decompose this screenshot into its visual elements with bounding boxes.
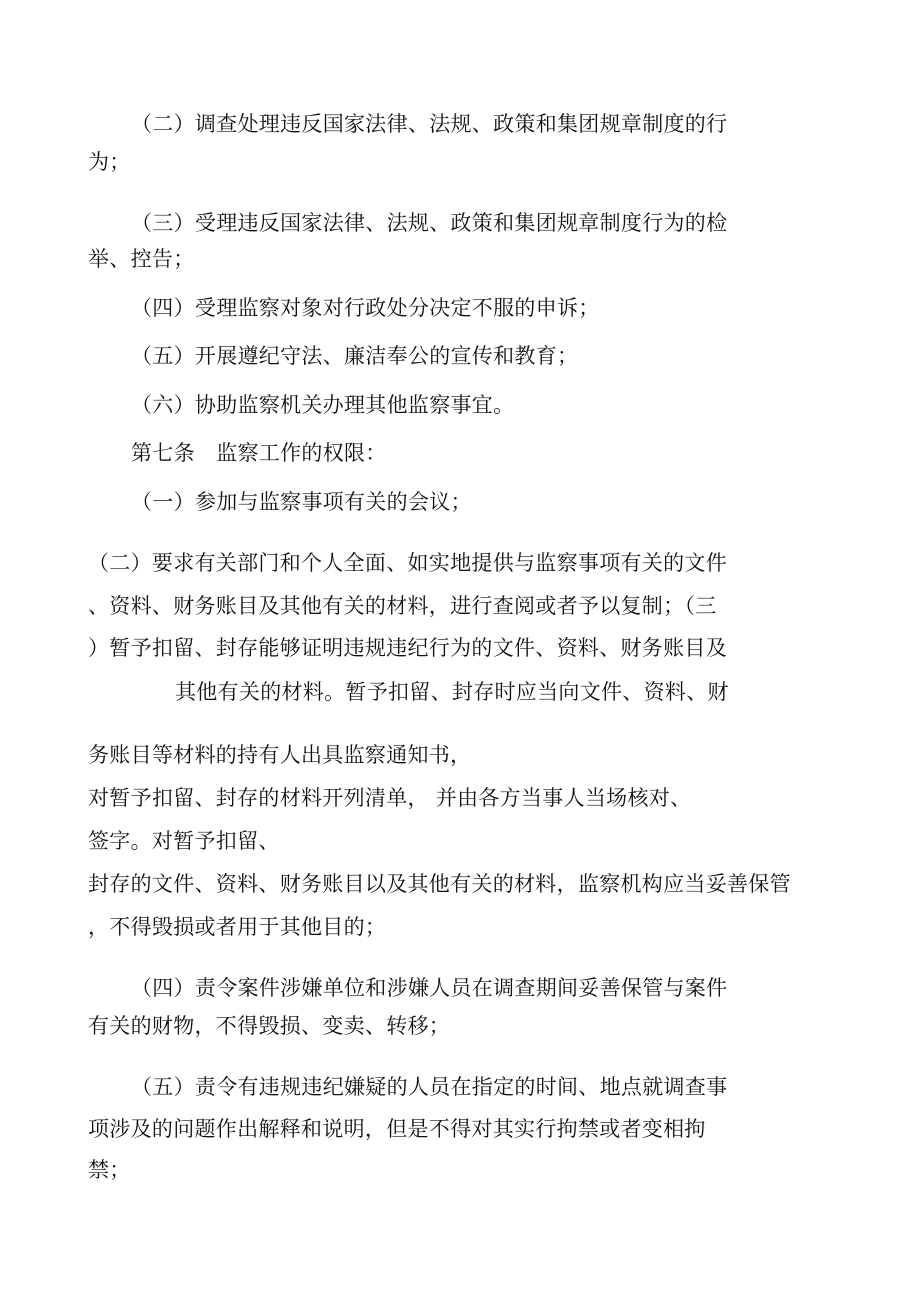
text-line: 签字。对暂予扣留、 (88, 829, 280, 853)
text-line: ）暂予扣留、封存能够证明违规违纪行为的文件、资料、财务账目及 (88, 636, 727, 660)
text-line: 务账目等材料的持有人出具监察通知书， (88, 743, 472, 767)
text-line: （五）开展遵纪守法、廉洁奉公的宣传和教育； (131, 344, 579, 368)
text-line: （四）责令案件涉嫌单位和涉嫌人员在调查期间妥善保管与案件 (131, 976, 728, 1000)
text-line: （二）要求有关部门和个人全面、如实地提供与监察事项有关的文件 (88, 551, 727, 575)
article-heading: 第七条 监察工作的权限： (131, 441, 387, 465)
text-line: 为； (88, 150, 131, 174)
text-line: （五）责令有违规违纪嫌疑的人员在指定的时间、地点就调查事 (131, 1075, 728, 1099)
text-line: 封存的文件、资料、财务账目以及其他有关的材料，监察机构应当妥善保管 (88, 872, 791, 896)
text-line: （四）受理监察对象对行政处分决定不服的申诉； (131, 296, 600, 320)
text-line: ，不得毁损或者用于其他目的； (88, 915, 387, 939)
text-line: （三）受理违反国家法律、法规、政策和集团规章制度行为的检 (131, 211, 728, 235)
text-line: （二）调查处理违反国家法律、法规、政策和集团规章制度的行 (131, 112, 728, 136)
text-line: （六）协助监察机关办理其他监察事宜。 (131, 393, 515, 417)
text-line: 有关的财物，不得毁损、变卖、转移； (88, 1014, 451, 1038)
text-line: 其他有关的材料。暂予扣留、封存时应当向文件、资料、财 (175, 680, 729, 704)
text-line: 项涉及的问题作出解释和说明，但是不得对其实行拘禁或者变相拘 (88, 1117, 706, 1141)
text-line: 对暂予扣留、封存的材料开列清单， 并由各方当事人当场核对、 (88, 786, 692, 810)
text-line: 举、控告； (88, 247, 195, 271)
text-line: 、资料、财务账目及其他有关的材料，进行查阅或者予以复制；（三 (88, 594, 717, 618)
text-line: 禁； (88, 1158, 131, 1182)
text-line: （一）参加与监察事项有关的会议； (131, 490, 472, 514)
